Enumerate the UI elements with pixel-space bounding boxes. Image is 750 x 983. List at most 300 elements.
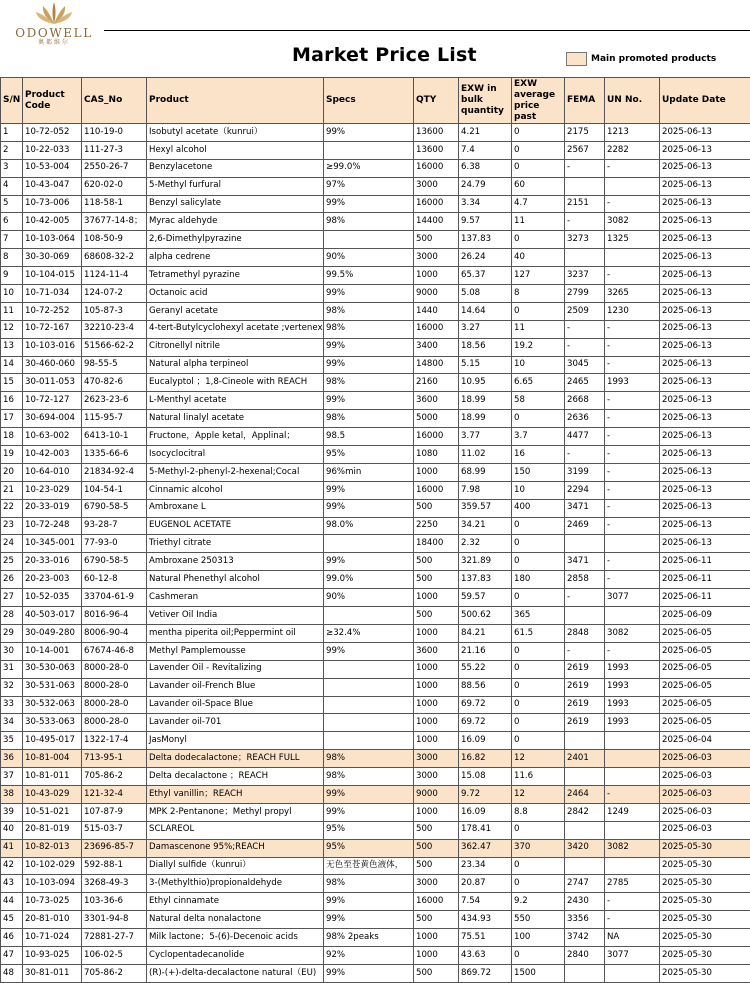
- cell-specs: 95%: [324, 839, 414, 857]
- cell-fema: 3199: [565, 463, 605, 481]
- brand-logo: [6, 0, 102, 46]
- cell-product: Isobutyl acetate（kunrui）: [147, 124, 324, 142]
- cell-product: 2,6-Dimethylpyrazine: [147, 231, 324, 249]
- cell-exw: 55.22: [459, 660, 512, 678]
- table-row: [1, 589, 750, 607]
- cell-code: 10-42-005: [23, 213, 82, 231]
- col-header: EXW average price past: [512, 78, 565, 124]
- cell-product: Cashmeran: [147, 589, 324, 607]
- cell-sn: 18: [1, 428, 23, 446]
- table-row: [1, 911, 750, 929]
- cell-code: 10-102-029: [23, 857, 82, 875]
- cell-date: 2025-06-03: [660, 803, 750, 821]
- cell-date: 2025-06-05: [660, 678, 750, 696]
- cell-specs: 99%: [324, 785, 414, 803]
- cell-fema: -: [565, 589, 605, 607]
- cell-sn: 33: [1, 696, 23, 714]
- cell-product: Benzyl salicylate: [147, 195, 324, 213]
- table-row: [1, 946, 750, 964]
- cell-cas: 104-54-1: [82, 481, 147, 499]
- cell-avg: 11.6: [512, 768, 565, 786]
- col-header: QTY: [414, 78, 459, 124]
- cell-qty: 1000: [414, 589, 459, 607]
- cell-product: Fructone，Apple ketal，Applinal；: [147, 428, 324, 446]
- table-row: [1, 231, 750, 249]
- cell-code: 30-531-063: [23, 678, 82, 696]
- cell-date: 2025-06-13: [660, 213, 750, 231]
- cell-qty: 3000: [414, 249, 459, 267]
- table-row: [1, 481, 750, 499]
- cell-qty: 3000: [414, 768, 459, 786]
- cell-date: 2025-06-11: [660, 589, 750, 607]
- cell-sn: 42: [1, 857, 23, 875]
- cell-cas: 6790-58-5: [82, 553, 147, 571]
- cell-exw: 34.21: [459, 517, 512, 535]
- table-row: [1, 821, 750, 839]
- cell-qty: 9000: [414, 285, 459, 303]
- cell-qty: 2160: [414, 374, 459, 392]
- table-row: [1, 535, 750, 553]
- cell-sn: 29: [1, 624, 23, 642]
- legend-swatch: [566, 52, 587, 66]
- cell-qty: 14400: [414, 213, 459, 231]
- cell-specs: [324, 678, 414, 696]
- cell-un: -: [605, 356, 660, 374]
- cell-date: 2025-05-30: [660, 839, 750, 857]
- cell-exw: 2.32: [459, 535, 512, 553]
- cell-specs: 98%: [324, 875, 414, 893]
- cell-exw: 7.54: [459, 893, 512, 911]
- cell-date: 2025-06-13: [660, 267, 750, 285]
- cell-code: 30-532-063: [23, 696, 82, 714]
- cell-avg: 400: [512, 499, 565, 517]
- table-row: [1, 499, 750, 517]
- cell-un: -: [605, 267, 660, 285]
- cell-exw: 88.56: [459, 678, 512, 696]
- cell-qty: 14800: [414, 356, 459, 374]
- cell-specs: 99%: [324, 124, 414, 142]
- cell-avg: 10: [512, 481, 565, 499]
- cell-date: 2025-06-13: [660, 446, 750, 464]
- cell-fema: -: [565, 213, 605, 231]
- cell-avg: 1500: [512, 964, 565, 982]
- cell-qty: 3000: [414, 177, 459, 195]
- cell-code: 10-81-004: [23, 750, 82, 768]
- cell-sn: 35: [1, 732, 23, 750]
- cell-fema: 2469: [565, 517, 605, 535]
- cell-qty: 500: [414, 607, 459, 625]
- table-row: [1, 893, 750, 911]
- cell-avg: 19.2: [512, 338, 565, 356]
- cell-cas: 77-93-0: [82, 535, 147, 553]
- cell-date: 2025-06-13: [660, 249, 750, 267]
- cell-qty: 3000: [414, 875, 459, 893]
- cell-un: -: [605, 553, 660, 571]
- cell-avg: 0: [512, 124, 565, 142]
- cell-date: 2025-06-13: [660, 141, 750, 159]
- col-header: Product Code: [23, 78, 82, 124]
- cell-exw: 178.41: [459, 821, 512, 839]
- cell-cas: 37677-14-8；: [82, 213, 147, 231]
- cell-code: 30-30-069: [23, 249, 82, 267]
- cell-sn: 21: [1, 481, 23, 499]
- cell-un: 3082: [605, 624, 660, 642]
- cell-qty: 16000: [414, 893, 459, 911]
- cell-product: L-Menthyl acetate: [147, 392, 324, 410]
- cell-fema: 2842: [565, 803, 605, 821]
- cell-fema: 3471: [565, 553, 605, 571]
- cell-code: 10-42-003: [23, 446, 82, 464]
- cell-product: Cinnamic alcohol: [147, 481, 324, 499]
- cell-qty: 500: [414, 821, 459, 839]
- cell-fema: 3273: [565, 231, 605, 249]
- cell-specs: 98%: [324, 768, 414, 786]
- cell-qty: 1000: [414, 946, 459, 964]
- cell-code: 30-694-004: [23, 410, 82, 428]
- cell-qty: 500: [414, 911, 459, 929]
- cell-date: 2025-06-13: [660, 410, 750, 428]
- cell-qty: 3000: [414, 750, 459, 768]
- cell-sn: 28: [1, 607, 23, 625]
- cell-date: 2025-06-04: [660, 732, 750, 750]
- cell-cas: 67674-46-8: [82, 642, 147, 660]
- cell-fema: 2401: [565, 750, 605, 768]
- table-row: [1, 141, 750, 159]
- cell-fema: 2175: [565, 124, 605, 142]
- cell-product: alpha cedrene: [147, 249, 324, 267]
- cell-specs: 98%: [324, 374, 414, 392]
- cell-fema: [565, 732, 605, 750]
- cell-fema: 2668: [565, 392, 605, 410]
- cell-avg: 6.65: [512, 374, 565, 392]
- cell-avg: 40: [512, 249, 565, 267]
- cell-product: Cyclopentadecanolide: [147, 946, 324, 964]
- cell-specs: 99%: [324, 642, 414, 660]
- header-divider: [104, 30, 750, 31]
- cell-exw: 18.99: [459, 392, 512, 410]
- cell-code: 10-93-025: [23, 946, 82, 964]
- cell-cas: 118-58-1: [82, 195, 147, 213]
- cell-product: Ethyl cinnamate: [147, 893, 324, 911]
- cell-cas: 713-95-1: [82, 750, 147, 768]
- cell-specs: 98.5: [324, 428, 414, 446]
- cell-fema: -: [565, 642, 605, 660]
- cell-product: Lavander oil-Space Blue: [147, 696, 324, 714]
- cell-sn: 8: [1, 249, 23, 267]
- cell-qty: 1440: [414, 302, 459, 320]
- cell-specs: 99.5%: [324, 267, 414, 285]
- cell-exw: 23.34: [459, 857, 512, 875]
- cell-cas: 8006-90-4: [82, 624, 147, 642]
- cell-cas: 1322-17-4: [82, 732, 147, 750]
- cell-avg: 0: [512, 141, 565, 159]
- cell-exw: 6.38: [459, 159, 512, 177]
- table-row: [1, 964, 750, 982]
- cell-avg: 8: [512, 285, 565, 303]
- cell-product: 5-Methyl furfural: [147, 177, 324, 195]
- cell-product: JasMonyl: [147, 732, 324, 750]
- cell-cas: 8000-28-0: [82, 678, 147, 696]
- cell-qty: 1000: [414, 267, 459, 285]
- cell-qty: 500: [414, 839, 459, 857]
- cell-specs: 98%: [324, 750, 414, 768]
- cell-product: Geranyl acetate: [147, 302, 324, 320]
- cell-code: 10-104-015: [23, 267, 82, 285]
- cell-code: 10-73-006: [23, 195, 82, 213]
- cell-product: Damascenone 95%;REACH: [147, 839, 324, 857]
- cell-fema: [565, 857, 605, 875]
- cell-date: 2025-05-30: [660, 964, 750, 982]
- cell-qty: 2250: [414, 517, 459, 535]
- cell-fema: 3045: [565, 356, 605, 374]
- cell-fema: 2619: [565, 714, 605, 732]
- cell-code: 10-72-248: [23, 517, 82, 535]
- cell-cas: 110-19-0: [82, 124, 147, 142]
- cell-avg: 0: [512, 714, 565, 732]
- cell-qty: 18400: [414, 535, 459, 553]
- table-row: [1, 678, 750, 696]
- col-header: FEMA: [565, 78, 605, 124]
- cell-avg: 0: [512, 410, 565, 428]
- cell-avg: 370: [512, 839, 565, 857]
- table-row: [1, 249, 750, 267]
- cell-sn: 17: [1, 410, 23, 428]
- cell-product: Methyl Pamplemousse: [147, 642, 324, 660]
- cell-date: 2025-06-13: [660, 463, 750, 481]
- cell-avg: 0: [512, 660, 565, 678]
- cell-product: (R)-(+)-delta-decalactone natural（EU): [147, 964, 324, 982]
- cell-exw: 15.08: [459, 768, 512, 786]
- table-row: [1, 302, 750, 320]
- cell-specs: 95%: [324, 446, 414, 464]
- cell-qty: 1000: [414, 463, 459, 481]
- cell-exw: 9.72: [459, 785, 512, 803]
- cell-exw: 5.15: [459, 356, 512, 374]
- cell-specs: 99%: [324, 553, 414, 571]
- cell-sn: 9: [1, 267, 23, 285]
- cell-fema: [565, 768, 605, 786]
- cell-avg: 3.7: [512, 428, 565, 446]
- cell-product: Natural delta nonalactone: [147, 911, 324, 929]
- cell-date: 2025-06-13: [660, 392, 750, 410]
- cell-fema: 2509: [565, 302, 605, 320]
- cell-avg: 0: [512, 302, 565, 320]
- cell-sn: 25: [1, 553, 23, 571]
- cell-avg: 60: [512, 177, 565, 195]
- cell-un: 3077: [605, 589, 660, 607]
- brand-tagline: 奥都维尔: [6, 39, 102, 46]
- table-row: [1, 285, 750, 303]
- cell-avg: 0: [512, 517, 565, 535]
- cell-date: 2025-06-03: [660, 821, 750, 839]
- cell-avg: 100: [512, 929, 565, 947]
- cell-un: -: [605, 642, 660, 660]
- cell-date: 2025-06-09: [660, 607, 750, 625]
- cell-sn: 1: [1, 124, 23, 142]
- cell-code: 10-82-013: [23, 839, 82, 857]
- cell-code: 30-049-280: [23, 624, 82, 642]
- cell-sn: 7: [1, 231, 23, 249]
- cell-code: 10-43-047: [23, 177, 82, 195]
- cell-code: 10-103-016: [23, 338, 82, 356]
- cell-date: 2025-06-11: [660, 553, 750, 571]
- cell-qty: 500: [414, 857, 459, 875]
- price-table: [0, 77, 750, 983]
- cell-product: Ambroxane 250313: [147, 553, 324, 571]
- table-row: [1, 732, 750, 750]
- cell-exw: 362.47: [459, 839, 512, 857]
- cell-sn: 36: [1, 750, 23, 768]
- cell-specs: 99%: [324, 338, 414, 356]
- cell-code: 20-33-019: [23, 499, 82, 517]
- table-row: [1, 177, 750, 195]
- cell-product: 3-(Methylthio)propionaldehyde: [147, 875, 324, 893]
- page-title: Market Price List: [292, 44, 477, 66]
- cell-date: 2025-06-13: [660, 338, 750, 356]
- table-row: [1, 714, 750, 732]
- cell-un: -: [605, 571, 660, 589]
- table-row: [1, 124, 750, 142]
- cell-exw: 18.56: [459, 338, 512, 356]
- cell-fema: -: [565, 338, 605, 356]
- cell-product: Delta dodecalactone；REACH FULL: [147, 750, 324, 768]
- cell-code: 10-52-035: [23, 589, 82, 607]
- cell-un: [605, 732, 660, 750]
- cell-specs: 99%: [324, 964, 414, 982]
- cell-product: Tetramethyl pyrazine: [147, 267, 324, 285]
- cell-date: 2025-06-05: [660, 660, 750, 678]
- cell-cas: 592-88-1: [82, 857, 147, 875]
- cell-un: -: [605, 463, 660, 481]
- cell-fema: 3742: [565, 929, 605, 947]
- cell-fema: 2840: [565, 946, 605, 964]
- table-header-row: [1, 78, 750, 124]
- cell-specs: [324, 535, 414, 553]
- cell-exw: 21.16: [459, 642, 512, 660]
- cell-code: 20-23-003: [23, 571, 82, 589]
- cell-cas: 2623-23-6: [82, 392, 147, 410]
- cell-un: 1249: [605, 803, 660, 821]
- cell-exw: 137.83: [459, 231, 512, 249]
- cell-un: [605, 535, 660, 553]
- cell-specs: 98%: [324, 320, 414, 338]
- cell-avg: 0: [512, 535, 565, 553]
- cell-fema: 2636: [565, 410, 605, 428]
- cell-cas: 115-95-7: [82, 410, 147, 428]
- cell-sn: 43: [1, 875, 23, 893]
- cell-specs: [324, 231, 414, 249]
- cell-specs: 98%: [324, 302, 414, 320]
- cell-exw: 65.37: [459, 267, 512, 285]
- cell-code: 30-81-011: [23, 964, 82, 982]
- cell-fema: -: [565, 159, 605, 177]
- cell-avg: 0: [512, 589, 565, 607]
- cell-specs: [324, 607, 414, 625]
- cell-exw: 359.57: [459, 499, 512, 517]
- cell-sn: 47: [1, 946, 23, 964]
- cell-avg: 180: [512, 571, 565, 589]
- cell-product: Ethyl vanillin；REACH: [147, 785, 324, 803]
- cell-sn: 4: [1, 177, 23, 195]
- cell-qty: 13600: [414, 141, 459, 159]
- cell-exw: 59.57: [459, 589, 512, 607]
- cell-sn: 15: [1, 374, 23, 392]
- cell-product: Octanoic acid: [147, 285, 324, 303]
- cell-date: 2025-06-05: [660, 624, 750, 642]
- table-row: [1, 857, 750, 875]
- cell-cas: 32210-23-4: [82, 320, 147, 338]
- cell-specs: 99%: [324, 911, 414, 929]
- cell-code: 30-460-060: [23, 356, 82, 374]
- cell-date: 2025-05-30: [660, 893, 750, 911]
- cell-un: 3265: [605, 285, 660, 303]
- cell-date: 2025-05-30: [660, 857, 750, 875]
- cell-fema: 2619: [565, 660, 605, 678]
- cell-cas: 470-82-6: [82, 374, 147, 392]
- cell-exw: 3.27: [459, 320, 512, 338]
- table-row: [1, 696, 750, 714]
- cell-exw: 68.99: [459, 463, 512, 481]
- cell-qty: 500: [414, 571, 459, 589]
- cell-un: -: [605, 392, 660, 410]
- cell-fema: 3420: [565, 839, 605, 857]
- cell-un: -: [605, 195, 660, 213]
- cell-sn: 24: [1, 535, 23, 553]
- cell-specs: [324, 660, 414, 678]
- cell-date: 2025-06-13: [660, 231, 750, 249]
- cell-exw: 500.62: [459, 607, 512, 625]
- cell-qty: 1000: [414, 696, 459, 714]
- cell-un: 1993: [605, 678, 660, 696]
- cell-qty: 16000: [414, 481, 459, 499]
- cell-avg: 11: [512, 213, 565, 231]
- cell-qty: 1000: [414, 678, 459, 696]
- table-row: [1, 929, 750, 947]
- cell-sn: 12: [1, 320, 23, 338]
- cell-fema: [565, 607, 605, 625]
- cell-avg: 0: [512, 553, 565, 571]
- cell-date: 2025-06-13: [660, 124, 750, 142]
- cell-sn: 3: [1, 159, 23, 177]
- cell-un: -: [605, 481, 660, 499]
- cell-product: Benzylacetone: [147, 159, 324, 177]
- cell-avg: 61.5: [512, 624, 565, 642]
- cell-date: 2025-06-05: [660, 642, 750, 660]
- cell-date: 2025-06-13: [660, 285, 750, 303]
- cell-cas: 23696-85-7: [82, 839, 147, 857]
- cell-avg: 150: [512, 463, 565, 481]
- cell-un: [605, 177, 660, 195]
- cell-qty: 16000: [414, 195, 459, 213]
- cell-un: -: [605, 428, 660, 446]
- cell-fema: 2430: [565, 893, 605, 911]
- cell-product: Natural Phenethyl alcohol: [147, 571, 324, 589]
- cell-fema: [565, 964, 605, 982]
- cell-exw: 69.72: [459, 696, 512, 714]
- cell-specs: 98% 2peaks: [324, 929, 414, 947]
- cell-exw: 4.21: [459, 124, 512, 142]
- cell-date: 2025-06-13: [660, 374, 750, 392]
- cell-code: 10-23-029: [23, 481, 82, 499]
- cell-fema: 3471: [565, 499, 605, 517]
- cell-sn: 31: [1, 660, 23, 678]
- cell-avg: 0: [512, 159, 565, 177]
- cell-code: 20-33-016: [23, 553, 82, 571]
- col-header: Product: [147, 78, 324, 124]
- cell-cas: 93-28-7: [82, 517, 147, 535]
- cell-code: 10-73-025: [23, 893, 82, 911]
- cell-fema: [565, 249, 605, 267]
